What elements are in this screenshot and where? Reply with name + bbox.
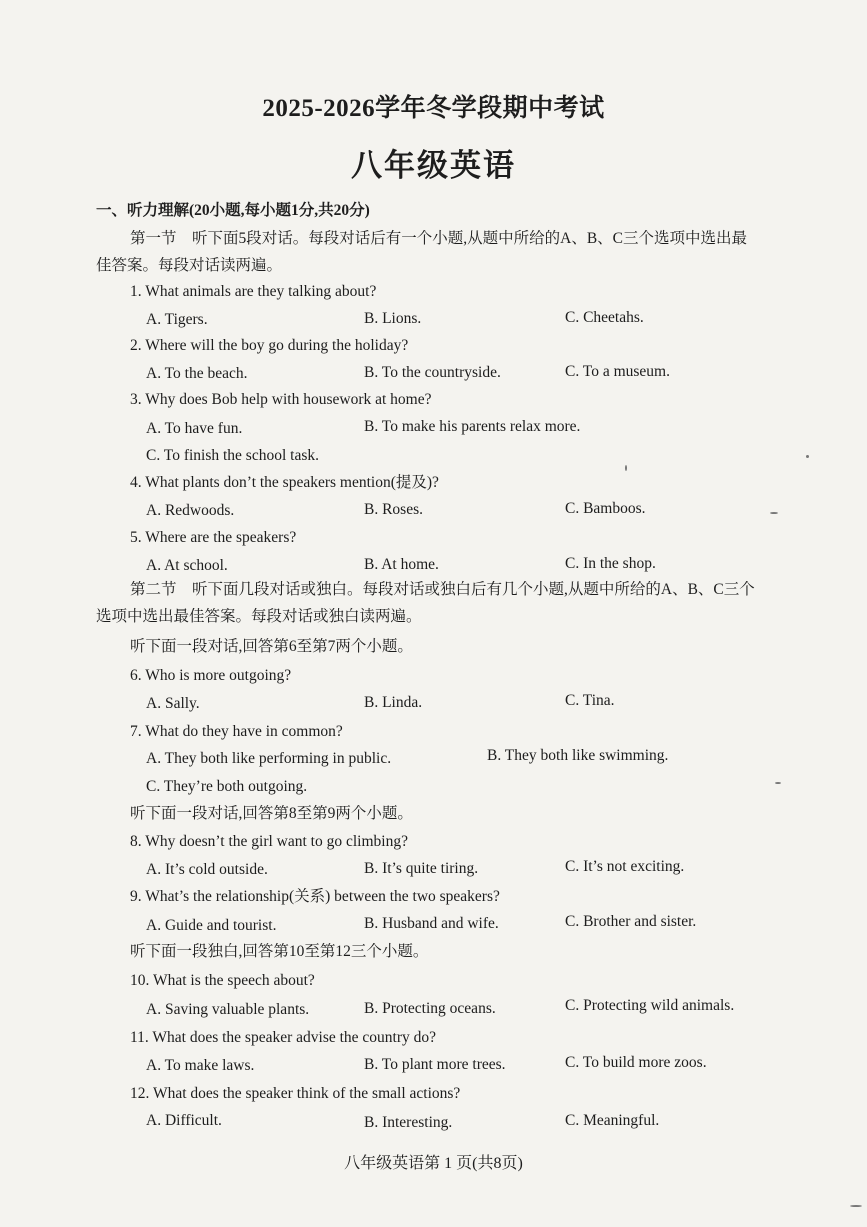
- option-c: C. To build more zoos.: [565, 1054, 707, 1071]
- option-c: C. To a museum.: [565, 363, 670, 380]
- option-c: C. Brother and sister.: [565, 913, 697, 930]
- section2-instruction-cont: 选项中选出最佳答案。每段对话或独白读两遍。: [96, 608, 422, 625]
- option-a: A. It’s cold outside.: [146, 861, 268, 878]
- option-b: B. Protecting oceans.: [364, 1000, 496, 1017]
- question-stem: 6. Who is more outgoing?: [130, 667, 292, 684]
- exam-title: 2025-2026学年冬学段期中考试: [262, 95, 605, 122]
- option-c: C. They’re both outgoing.: [146, 778, 308, 795]
- question-stem: 1. What animals are they talking about?: [130, 283, 377, 300]
- question-stem: 10. What is the speech about?: [130, 972, 315, 989]
- option-a: A. Sally.: [146, 695, 200, 712]
- option-a: A. Guide and tourist.: [146, 917, 277, 934]
- question-stem: 8. Why doesn’t the girl want to go climbing?: [130, 833, 408, 850]
- option-b: B. To plant more trees.: [364, 1056, 506, 1073]
- group-instruction: 听下面一段对话,回答第8至第9两个小题。: [130, 805, 413, 822]
- group-instruction: 听下面一段对话,回答第6至第7两个小题。: [130, 638, 413, 655]
- question-stem: 3. Why does Bob help with housework at home?: [130, 391, 432, 408]
- option-b: B. To make his parents relax more.: [364, 418, 581, 435]
- question-stem: 5. Where are the speakers?: [130, 529, 297, 546]
- option-b: B. To the countryside.: [364, 364, 501, 381]
- option-a: A. Saving valuable plants.: [146, 1001, 310, 1018]
- option-a: A. To have fun.: [146, 420, 243, 437]
- option-a: A. They both like performing in public.: [146, 750, 392, 767]
- subject-title: 八年级英语: [351, 148, 516, 183]
- option-a: A. To make laws.: [146, 1057, 255, 1074]
- option-c: C. To finish the school task.: [146, 447, 319, 464]
- option-c: C. Meaningful.: [565, 1112, 660, 1129]
- option-b: B. They both like swimming.: [487, 747, 669, 764]
- section2-instruction: 第二节 听下面几段对话或独白。每段对话或独白后有几个小题,从题中所给的A、B、C三个: [130, 581, 755, 598]
- question-stem: 11. What does the speaker advise the country do?: [130, 1029, 437, 1046]
- question-stem: 4. What plants don’t the speakers mention(提及)?: [130, 474, 439, 491]
- option-b: B. Interesting.: [364, 1114, 453, 1131]
- scan-speck: [850, 1205, 862, 1207]
- scan-speck: [625, 465, 627, 471]
- page-footer: 八年级英语第 1 页(共8页): [344, 1155, 523, 1172]
- question-stem: 2. Where will the boy go during the holiday?: [130, 337, 409, 354]
- option-b: B. At home.: [364, 556, 439, 573]
- option-b: B. Husband and wife.: [364, 915, 499, 932]
- scan-speck: [775, 782, 781, 784]
- option-c: C. Protecting wild animals.: [565, 997, 735, 1014]
- option-b: B. It’s quite tiring.: [364, 860, 479, 877]
- option-a: A. To the beach.: [146, 365, 248, 382]
- option-b: B. Lions.: [364, 310, 422, 327]
- option-b: B. Roses.: [364, 501, 423, 518]
- section1-instruction: 第一节 听下面5段对话。每段对话后有一个小题,从题中所给的A、B、C三个选项中选出最: [130, 230, 747, 247]
- option-c: C. Tina.: [565, 692, 615, 709]
- question-stem: 12. What does the speaker think of the small actions?: [130, 1085, 461, 1102]
- option-a: A. Tigers.: [146, 311, 208, 328]
- option-c: C. Bamboos.: [565, 500, 646, 517]
- part-heading: 一、听力理解(20小题,每小题1分,共20分): [96, 202, 370, 219]
- scan-speck: [806, 455, 809, 458]
- scan-speck: [770, 512, 778, 514]
- group-instruction: 听下面一段独白,回答第10至第12三个小题。: [130, 943, 429, 960]
- question-stem: 7. What do they have in common?: [130, 723, 343, 740]
- option-a: A. At school.: [146, 557, 228, 574]
- option-c: C. In the shop.: [565, 555, 656, 572]
- option-b: B. Linda.: [364, 694, 423, 711]
- question-stem: 9. What’s the relationship(关系) between the two speakers?: [130, 888, 500, 905]
- option-a: A. Difficult.: [146, 1112, 222, 1129]
- option-c: C. Cheetahs.: [565, 309, 644, 326]
- section1-instruction-cont: 佳答案。每段对话读两遍。: [96, 257, 283, 274]
- option-a: A. Redwoods.: [146, 502, 235, 519]
- option-c: C. It’s not exciting.: [565, 858, 685, 875]
